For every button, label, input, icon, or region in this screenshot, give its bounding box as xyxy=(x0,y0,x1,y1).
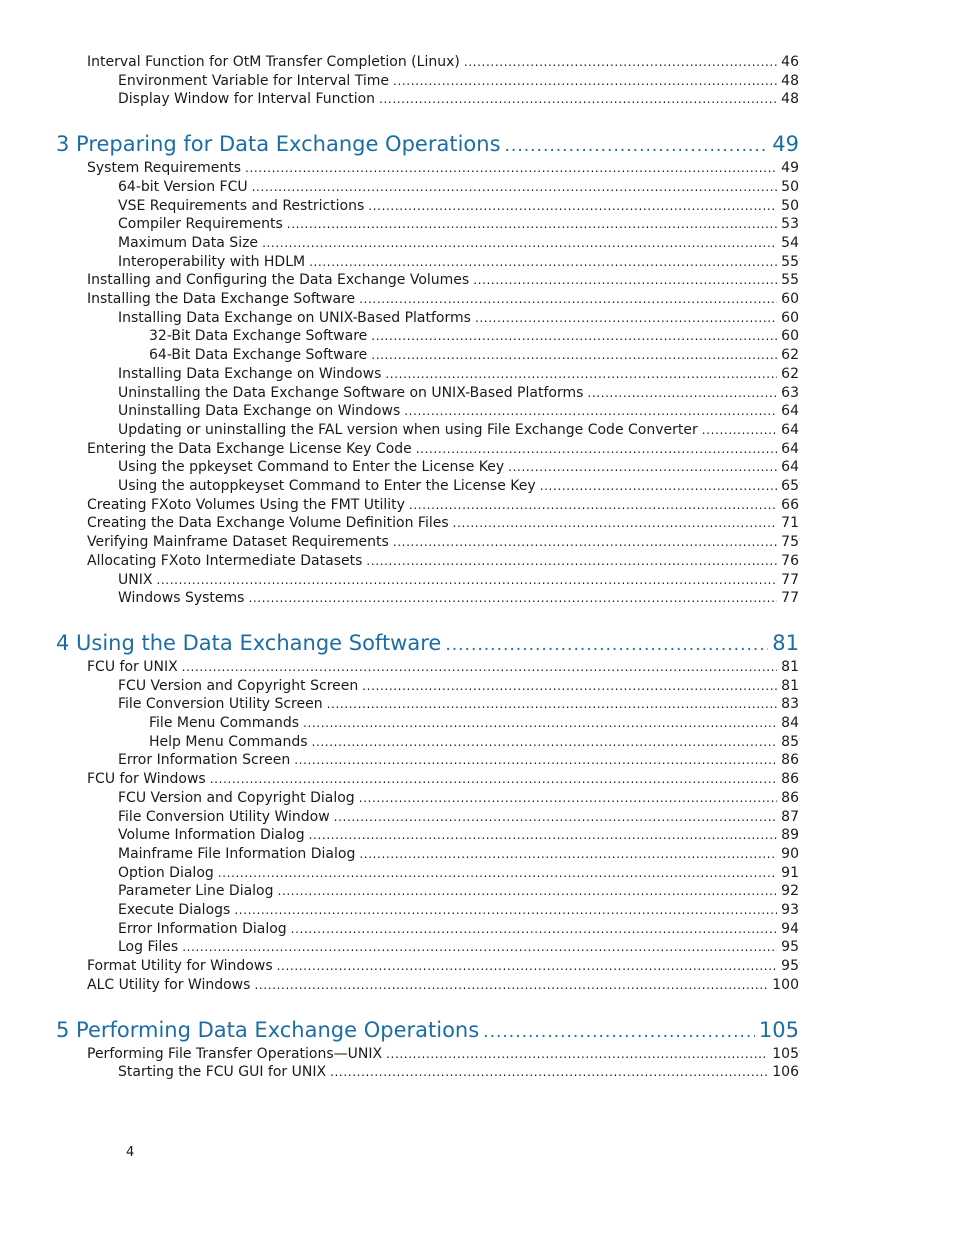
toc-entry[interactable] xyxy=(87,515,799,534)
entry-page-number: 105 xyxy=(758,1017,799,1042)
toc-entry[interactable] xyxy=(87,160,799,179)
entry-page-number: 76 xyxy=(781,552,799,569)
chapter-entry[interactable] xyxy=(56,132,799,160)
dot-leader xyxy=(359,790,777,806)
entry-title: Maximum Data Size xyxy=(118,234,259,251)
entry-page-number: 60 xyxy=(781,291,799,307)
entry-title: Format Utility for Windows xyxy=(87,958,273,975)
entry-title: Volume Information Dialog xyxy=(118,827,305,844)
entry-title: Mainframe File Information Dialog xyxy=(118,845,356,862)
entry-title: Performing File Transfer Operations—UNIX xyxy=(87,1045,383,1062)
toc-entry[interactable] xyxy=(118,696,799,715)
dot-leader xyxy=(368,198,777,214)
toc-entry[interactable] xyxy=(149,347,799,366)
toc-entry[interactable] xyxy=(87,441,799,460)
entry-page-number: 64 xyxy=(781,459,799,476)
entry-title: Environment Variable for Interval Time xyxy=(118,72,390,89)
toc-entry[interactable] xyxy=(87,54,799,73)
entry-title: UNIX xyxy=(118,571,153,588)
entry-title: 5 Performing Data Exchange Operations xyxy=(56,1017,480,1042)
entry-page-number: 84 xyxy=(781,715,799,731)
entry-page-number: 55 xyxy=(781,272,799,289)
entry-page-number: 66 xyxy=(781,496,799,513)
toc-entry[interactable] xyxy=(149,715,799,734)
toc-entry[interactable] xyxy=(118,865,799,884)
entry-page-number: 50 xyxy=(781,197,799,214)
dot-leader xyxy=(277,958,778,974)
toc-entry[interactable] xyxy=(118,590,799,609)
entry-page-number: 75 xyxy=(781,534,799,551)
dot-leader xyxy=(475,310,777,326)
entry-page-number: 81 xyxy=(781,677,799,694)
entry-title: Help Menu Commands xyxy=(149,733,308,750)
entry-title: Installing Data Exchange on UNIX-Based Platforms xyxy=(118,309,471,326)
entry-page-number: 46 xyxy=(781,54,799,70)
entry-title: Installing and Configuring the Data Exchange Volumes xyxy=(87,272,470,289)
dot-leader xyxy=(366,553,777,569)
entry-page-number: 91 xyxy=(781,864,799,881)
dot-leader xyxy=(379,91,777,107)
dot-leader xyxy=(291,921,778,937)
toc-entry[interactable] xyxy=(118,939,799,958)
toc-entry[interactable] xyxy=(87,291,799,310)
dot-leader xyxy=(362,678,777,694)
toc-entry[interactable] xyxy=(87,771,799,790)
entry-page-number: 89 xyxy=(781,827,799,844)
entry-title: Installing the Data Exchange Software xyxy=(87,291,356,307)
dot-leader xyxy=(182,659,778,675)
toc-entry[interactable] xyxy=(118,478,799,497)
entry-page-number: 81 xyxy=(772,630,799,655)
entry-page-number: 94 xyxy=(781,920,799,937)
entry-page-number: 77 xyxy=(781,571,799,588)
dot-leader xyxy=(294,752,777,768)
entry-title: File Conversion Utility Window xyxy=(118,808,330,825)
toc-entry[interactable] xyxy=(118,902,799,921)
toc-entry[interactable] xyxy=(149,734,799,753)
entry-page-number: 86 xyxy=(781,752,799,769)
dot-leader xyxy=(540,478,777,494)
toc-entry[interactable] xyxy=(118,809,799,828)
entry-title: 3 Preparing for Data Exchange Operations xyxy=(56,132,501,157)
entry-title: Creating FXoto Volumes Using the FMT Utility xyxy=(87,496,405,513)
entry-title: Uninstalling the Data Exchange Software on UNIX-Based Platforms xyxy=(118,384,584,401)
dot-leader xyxy=(464,54,777,70)
entry-page-number: 100 xyxy=(772,976,799,993)
dot-leader xyxy=(287,216,777,232)
entry-page-number: 64 xyxy=(781,421,799,438)
dot-leader xyxy=(587,385,777,401)
toc-entry[interactable] xyxy=(118,422,799,441)
entry-page-number: 53 xyxy=(781,216,799,233)
dot-leader xyxy=(182,939,777,955)
toc-entry[interactable] xyxy=(87,534,799,553)
dot-leader xyxy=(371,328,777,344)
entry-page-number: 83 xyxy=(781,696,799,713)
toc-entry[interactable] xyxy=(87,497,799,516)
entry-title: 32-Bit Data Exchange Software xyxy=(149,328,368,345)
dot-leader xyxy=(508,459,777,475)
dot-leader xyxy=(371,347,777,363)
dot-leader xyxy=(303,715,777,731)
dot-leader xyxy=(252,179,778,195)
entry-page-number: 106 xyxy=(772,1064,799,1081)
entry-page-number: 85 xyxy=(781,733,799,750)
entry-page-number: 54 xyxy=(781,234,799,251)
dot-leader xyxy=(359,846,777,862)
toc-entry[interactable] xyxy=(87,659,799,678)
entry-page-number: 62 xyxy=(781,347,799,364)
entry-title: File Menu Commands xyxy=(149,715,300,731)
entry-title: Allocating FXoto Intermediate Datasets xyxy=(87,552,363,569)
toc-entry[interactable] xyxy=(87,1046,799,1065)
dot-leader xyxy=(393,534,777,550)
dot-leader xyxy=(702,422,777,438)
toc-entry[interactable] xyxy=(118,678,799,697)
entry-page-number: 64 xyxy=(781,440,799,457)
entry-title: Option Dialog xyxy=(118,864,214,881)
toc-entry[interactable] xyxy=(118,385,799,404)
entry-title: ALC Utility for Windows xyxy=(87,976,251,993)
entry-title: Error Information Dialog xyxy=(118,920,287,937)
entry-page-number: 62 xyxy=(781,365,799,382)
toc-entry[interactable] xyxy=(118,827,799,846)
toc-entry[interactable] xyxy=(118,921,799,940)
dot-leader xyxy=(385,366,777,382)
toc-entry[interactable] xyxy=(149,328,799,347)
toc-entry[interactable] xyxy=(118,310,799,329)
entry-page-number: 63 xyxy=(781,384,799,401)
entry-title: Log Files xyxy=(118,939,179,956)
entry-title: Entering the Data Exchange License Key Code xyxy=(87,440,412,457)
toc-entry[interactable] xyxy=(118,91,799,110)
entry-title: 4 Using the Data Exchange Software xyxy=(56,630,442,655)
entry-page-number: 49 xyxy=(772,132,799,157)
chapter-entry[interactable] xyxy=(56,1018,799,1046)
entry-title: Execute Dialogs xyxy=(118,902,231,918)
dot-leader xyxy=(453,515,778,531)
toc-entry[interactable] xyxy=(118,366,799,385)
toc-entry[interactable] xyxy=(118,73,799,92)
dot-leader xyxy=(416,441,777,457)
entry-page-number: 55 xyxy=(781,253,799,270)
dot-leader xyxy=(218,865,777,881)
entry-title: Verifying Mainframe Dataset Requirements xyxy=(87,534,389,551)
entry-title: VSE Requirements and Restrictions xyxy=(118,197,365,214)
entry-title: Using the autoppkeyset Command to Enter the License Key xyxy=(118,478,536,494)
entry-page-number: 90 xyxy=(781,845,799,862)
entry-title: Starting the FCU GUI for UNIX xyxy=(118,1064,327,1081)
entry-page-number: 95 xyxy=(781,958,799,975)
entry-page-number: 50 xyxy=(781,178,799,195)
chapter-entry[interactable] xyxy=(56,631,799,659)
dot-leader xyxy=(156,572,777,588)
toc-entry[interactable] xyxy=(118,572,799,591)
entry-title: 64-Bit Data Exchange Software xyxy=(149,347,368,364)
entry-page-number: 49 xyxy=(781,160,799,177)
dot-leader xyxy=(505,132,769,156)
dot-leader xyxy=(245,160,777,176)
dot-leader xyxy=(404,403,777,419)
dot-leader xyxy=(483,1018,755,1042)
entry-page-number: 60 xyxy=(781,309,799,326)
toc-entry[interactable] xyxy=(118,883,799,902)
toc-entry[interactable] xyxy=(118,216,799,235)
dot-leader xyxy=(409,497,777,513)
entry-title: FCU Version and Copyright Screen xyxy=(118,677,359,694)
page-number: 4 xyxy=(126,1145,135,1160)
dot-leader xyxy=(334,809,778,825)
toc-entry[interactable] xyxy=(118,459,799,478)
entry-title: Updating or uninstalling the FAL version when using File Exchange Code Converter xyxy=(118,421,698,438)
entry-page-number: 48 xyxy=(781,72,799,89)
toc-entry[interactable] xyxy=(118,846,799,865)
entry-page-number: 87 xyxy=(781,808,799,825)
entry-title: FCU for Windows xyxy=(87,771,206,788)
dot-leader xyxy=(393,73,777,89)
toc-entry[interactable] xyxy=(87,977,799,996)
entry-page-number: 95 xyxy=(781,939,799,956)
entry-title: Uninstalling Data Exchange on Windows xyxy=(118,403,401,420)
dot-leader xyxy=(312,734,778,750)
entry-page-number: 105 xyxy=(772,1045,799,1062)
dot-leader xyxy=(309,254,777,270)
entry-page-number: 86 xyxy=(781,771,799,788)
toc-entry[interactable] xyxy=(118,403,799,422)
entry-page-number: 86 xyxy=(781,789,799,806)
dot-leader xyxy=(445,631,768,655)
dot-leader xyxy=(327,696,778,712)
entry-title: Compiler Requirements xyxy=(118,216,283,233)
entry-title: Interval Function for OtM Transfer Completion (Linux) xyxy=(87,54,460,70)
entry-page-number: 71 xyxy=(781,515,799,532)
toc-entry[interactable] xyxy=(87,553,799,572)
entry-title: Display Window for Interval Function xyxy=(118,91,376,108)
dot-leader xyxy=(309,827,778,843)
dot-leader xyxy=(254,977,768,993)
entry-title: Parameter Line Dialog xyxy=(118,883,274,900)
toc-entry[interactable] xyxy=(118,198,799,217)
entry-title: Windows Systems xyxy=(118,590,245,607)
entry-page-number: 81 xyxy=(781,658,799,675)
toc-entry[interactable] xyxy=(118,254,799,273)
toc-entry[interactable] xyxy=(118,179,799,198)
toc-entry[interactable] xyxy=(118,790,799,809)
entry-title: System Requirements xyxy=(87,160,241,177)
entry-title: Error Information Screen xyxy=(118,752,291,769)
toc-entry[interactable] xyxy=(87,272,799,291)
entry-title: 64-bit Version FCU xyxy=(118,178,248,195)
dot-leader xyxy=(248,590,777,606)
entry-page-number: 60 xyxy=(781,328,799,345)
toc-entry[interactable] xyxy=(118,752,799,771)
entry-page-number: 92 xyxy=(781,883,799,900)
entry-page-number: 65 xyxy=(781,478,799,494)
entry-page-number: 77 xyxy=(781,590,799,607)
entry-title: Creating the Data Exchange Volume Definition Files xyxy=(87,515,449,532)
dot-leader xyxy=(210,771,777,787)
dot-leader xyxy=(359,291,777,307)
dot-leader xyxy=(234,902,777,918)
entry-title: FCU Version and Copyright Dialog xyxy=(118,789,355,806)
entry-title: Using the ppkeyset Command to Enter the License Key xyxy=(118,459,505,476)
dot-leader xyxy=(386,1046,768,1062)
toc-entry[interactable] xyxy=(118,1064,799,1083)
entry-title: FCU for UNIX xyxy=(87,658,178,675)
entry-title: Interoperability with HDLM xyxy=(118,253,306,270)
dot-leader xyxy=(262,235,777,251)
entry-page-number: 64 xyxy=(781,403,799,420)
dot-leader xyxy=(278,883,778,899)
toc-entry[interactable] xyxy=(118,235,799,254)
toc-entry[interactable] xyxy=(87,958,799,977)
entry-page-number: 93 xyxy=(781,902,799,918)
dot-leader xyxy=(330,1064,768,1080)
entry-page-number: 48 xyxy=(781,91,799,108)
dot-leader xyxy=(473,272,777,288)
entry-title: File Conversion Utility Screen xyxy=(118,696,323,713)
entry-title: Installing Data Exchange on Windows xyxy=(118,365,382,382)
